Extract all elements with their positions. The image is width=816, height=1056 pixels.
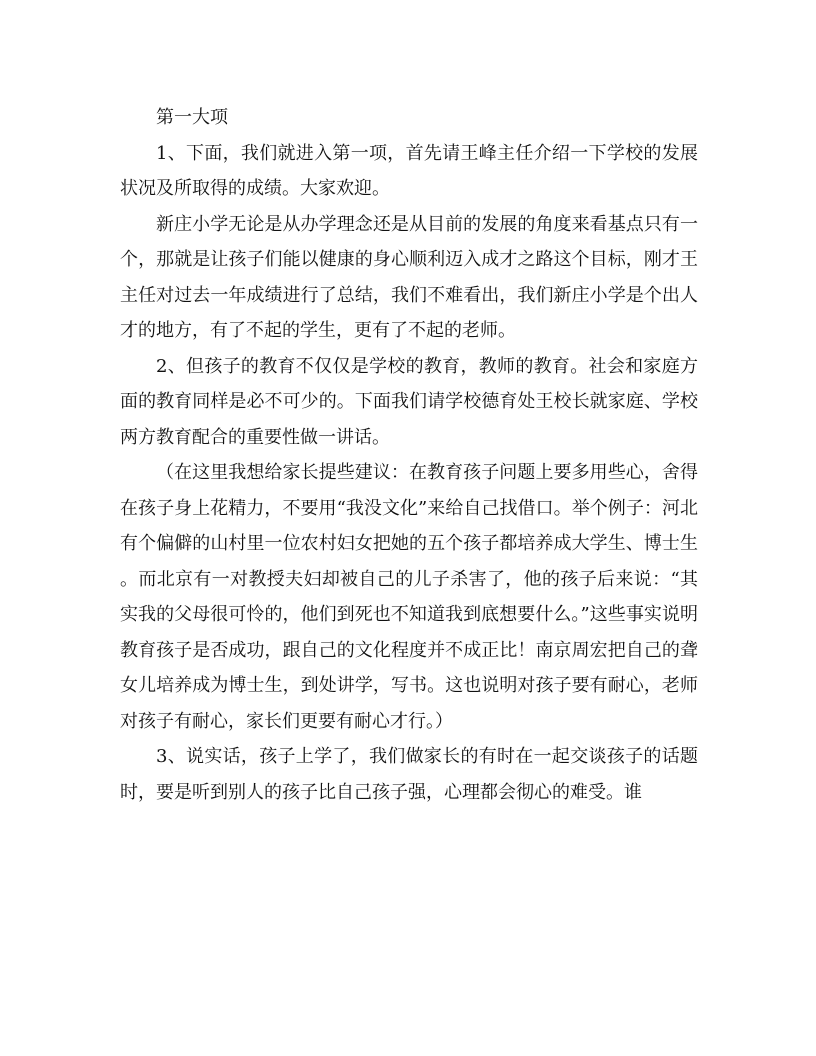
document-body bbox=[120, 100, 698, 810]
paragraph-suggestions: （在这里我想给家长提些建议：在教育孩子问题上要多用些心，舍得在孩子身上花精力，不要用“我没文化”来给自己找借口。举个例子：河北有个偏僻的山村里一位农村妇女把她的五个孩子都培养成大学生、博士生。而北京有一对教授夫妇却被自己的儿子杀害了，他的孩子后来说：“其实我的父母很可怜的，他们到死也不知道我到底想要什么。”这些事实说明教育孩子是否成功，跟自己的文化程度并不成正比！南京周宏把自己的聋女儿培养成为博士生，到处讲学，写书。这也说明对孩子要有耐心，老师对孩子有耐心，家长们更要有耐心才行。） bbox=[120, 462, 698, 732]
paragraph-school-summary: 新庄小学无论是从办学理念还是从目前的发展的角度来看基点只有一个，那就是让孩子们能以健康的身心顺利迈入成才之路这个目标，刚才王主任对过去一年成绩进行了总结，我们不难看出，我们新庄小学是个出人才的地方，有了不起的学生，更有了不起的老师。 bbox=[120, 213, 698, 341]
paragraph-item-3: 3、说实话，孩子上学了，我们做家长的有时在一起交谈孩子的话题时，要是听到别人的孩子比自己孩子强，心理都会彻心的难受。谁 bbox=[120, 746, 698, 803]
paragraph-intro-item-1: 1、下面，我们就进入第一项，首先请王峰主任介绍一下学校的发展状况及所取得的成绩。大家欢迎。 bbox=[120, 142, 698, 199]
section-heading: 第一大项 bbox=[156, 107, 228, 128]
paragraph-item-2: 2、但孩子的教育不仅仅是学校的教育，教师的教育。社会和家庭方面的教育同样是必不可少的。下面我们请学校德育处王校长就家庭、学校两方教育配合的重要性做一讲话。 bbox=[120, 355, 698, 448]
